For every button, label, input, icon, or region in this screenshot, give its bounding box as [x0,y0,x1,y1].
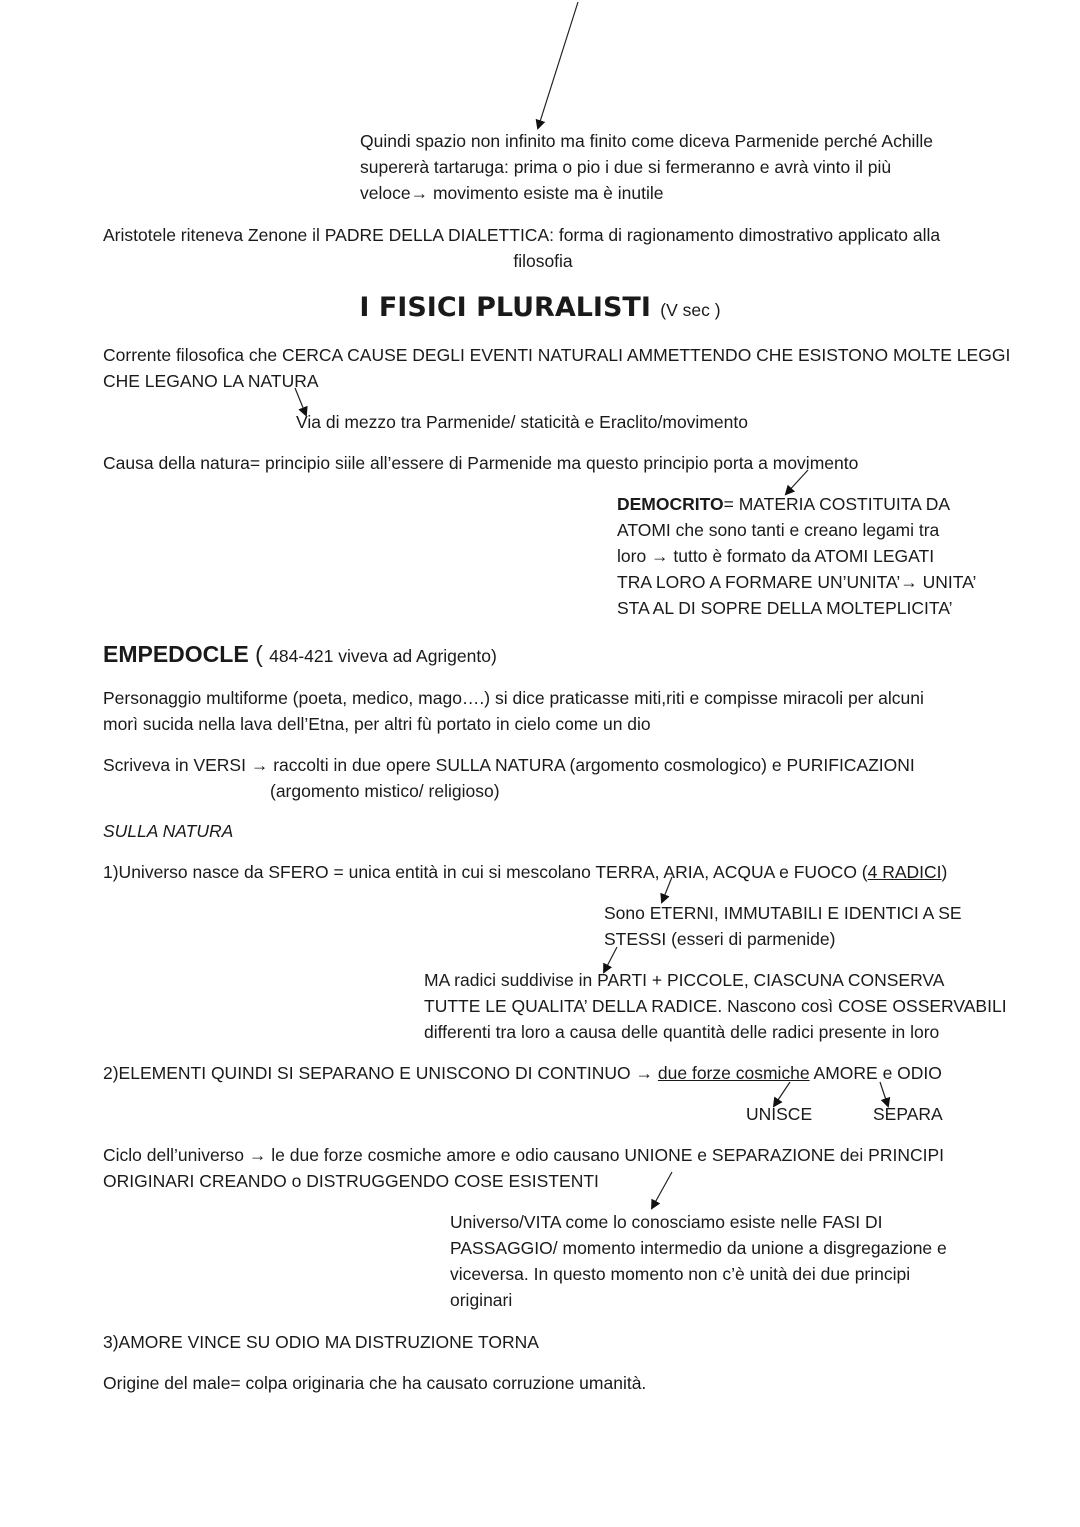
corrente-paragraph: Corrente filosofica che CERCA CAUSE DEGLI EVENTI NATURALI AMMETTENDO CHE ESISTONO MOLTE LEGGI CHE LEGANO LA NATURA [103,345,1011,391]
section-title-pluralisti: I FISICI PLURALISTI (V sec ) [359,292,721,323]
separa-label: SEPARA [873,1104,943,1124]
scriveva-paragraph: Scriveva in VERSI → raccolti in due opere SULLA NATURA (argomento cosmologico) e PURIFICAZIONI (argomento mistico/ religioso) [103,755,915,801]
zenone-conclusion: Quindi spazio non infinito ma finito come diceva Parmenide perché Achille supererà tartaruga: prima o pio i due si fermeranno e avrà vinto il più veloce→ movimento esiste ma è inutile [360,131,933,203]
democrito-note: DEMOCRITO= MATERIA COSTITUITA DA ATOMI che sono tanti e creano legami tra loro → tutto è formato da ATOMI LEGATI TRA LORO A FORMARE UN’UNITA’→ UNITA’ STA AL DI SOPRE DELLA MOLTEPLICITA’ [617,494,977,618]
unisce-label: UNISCE [746,1104,813,1124]
sulla-natura-label: SULLA NATURA [103,821,234,841]
dialettica-paragraph: Aristotele riteneva Zenone il PADRE DELLA DIALETTICA: forma di ragionamento dimostrativo applicato alla filosofia [103,225,941,271]
point-3: 3)AMORE VINCE SU ODIO MA DISTRUZIONE TORNA [103,1332,539,1352]
point-2: 2)ELEMENTI QUINDI SI SEPARANO E UNISCONO DI CONTINUO → due forze cosmiche AMORE e ODIO [103,1063,942,1083]
causa-natura-line: Causa della natura= principio siile all’essere di Parmenide ma questo principio porta a movimento [103,453,859,473]
radici-note: MA radici suddivise in PARTI + PICCOLE, CIASCUNA CONSERVA TUTTE LE QUALITA’ DELLA RADICE. Nascono così COSE OSSERVABILI differenti tra loro a causa delle quantità delle radici presente in loro [424,970,1007,1042]
vita-note: Universo/VITA come lo conosciamo esiste nelle FASI DI PASSAGGIO/ momento intermedio da unione a disgregazione e viceversa. In questo momento non c’è unità dei due principi originari [450,1212,947,1310]
empedocle-heading: EMPEDOCLE ( 484-421 viveva ad Agrigento) [103,641,497,667]
arrow-icon [538,2,578,128]
personaggio-paragraph: Personaggio multiforme (poeta, medico, mago….) si dice praticasse miti,riti e compisse miracoli per alcuni morì sucida nella lava dell’Etna, per altri fù portato in cielo come un dio [103,688,924,734]
origine-male-line: Origine del male= colpa originaria che ha causato corruzione umanità. [103,1373,647,1393]
via-di-mezzo-note: Via di mezzo tra Parmenide/ staticità e Eraclito/movimento [296,412,748,432]
point-1: 1)Universo nasce da SFERO = unica entità in cui si mescolano TERRA, ARIA, ACQUA e FUOCO (4 RADICI) [103,862,948,882]
eterni-note: Sono ETERNI, IMMUTABILI E IDENTICI A SE STESSI (esseri di parmenide) [604,903,962,949]
ciclo-paragraph: Ciclo dell’universo → le due forze cosmiche amore e odio causano UNIONE e SEPARAZIONE dei PRINCIPI ORIGINARI CREANDO o DISTRUGGENDO COSE ESISTENTI [103,1145,944,1191]
